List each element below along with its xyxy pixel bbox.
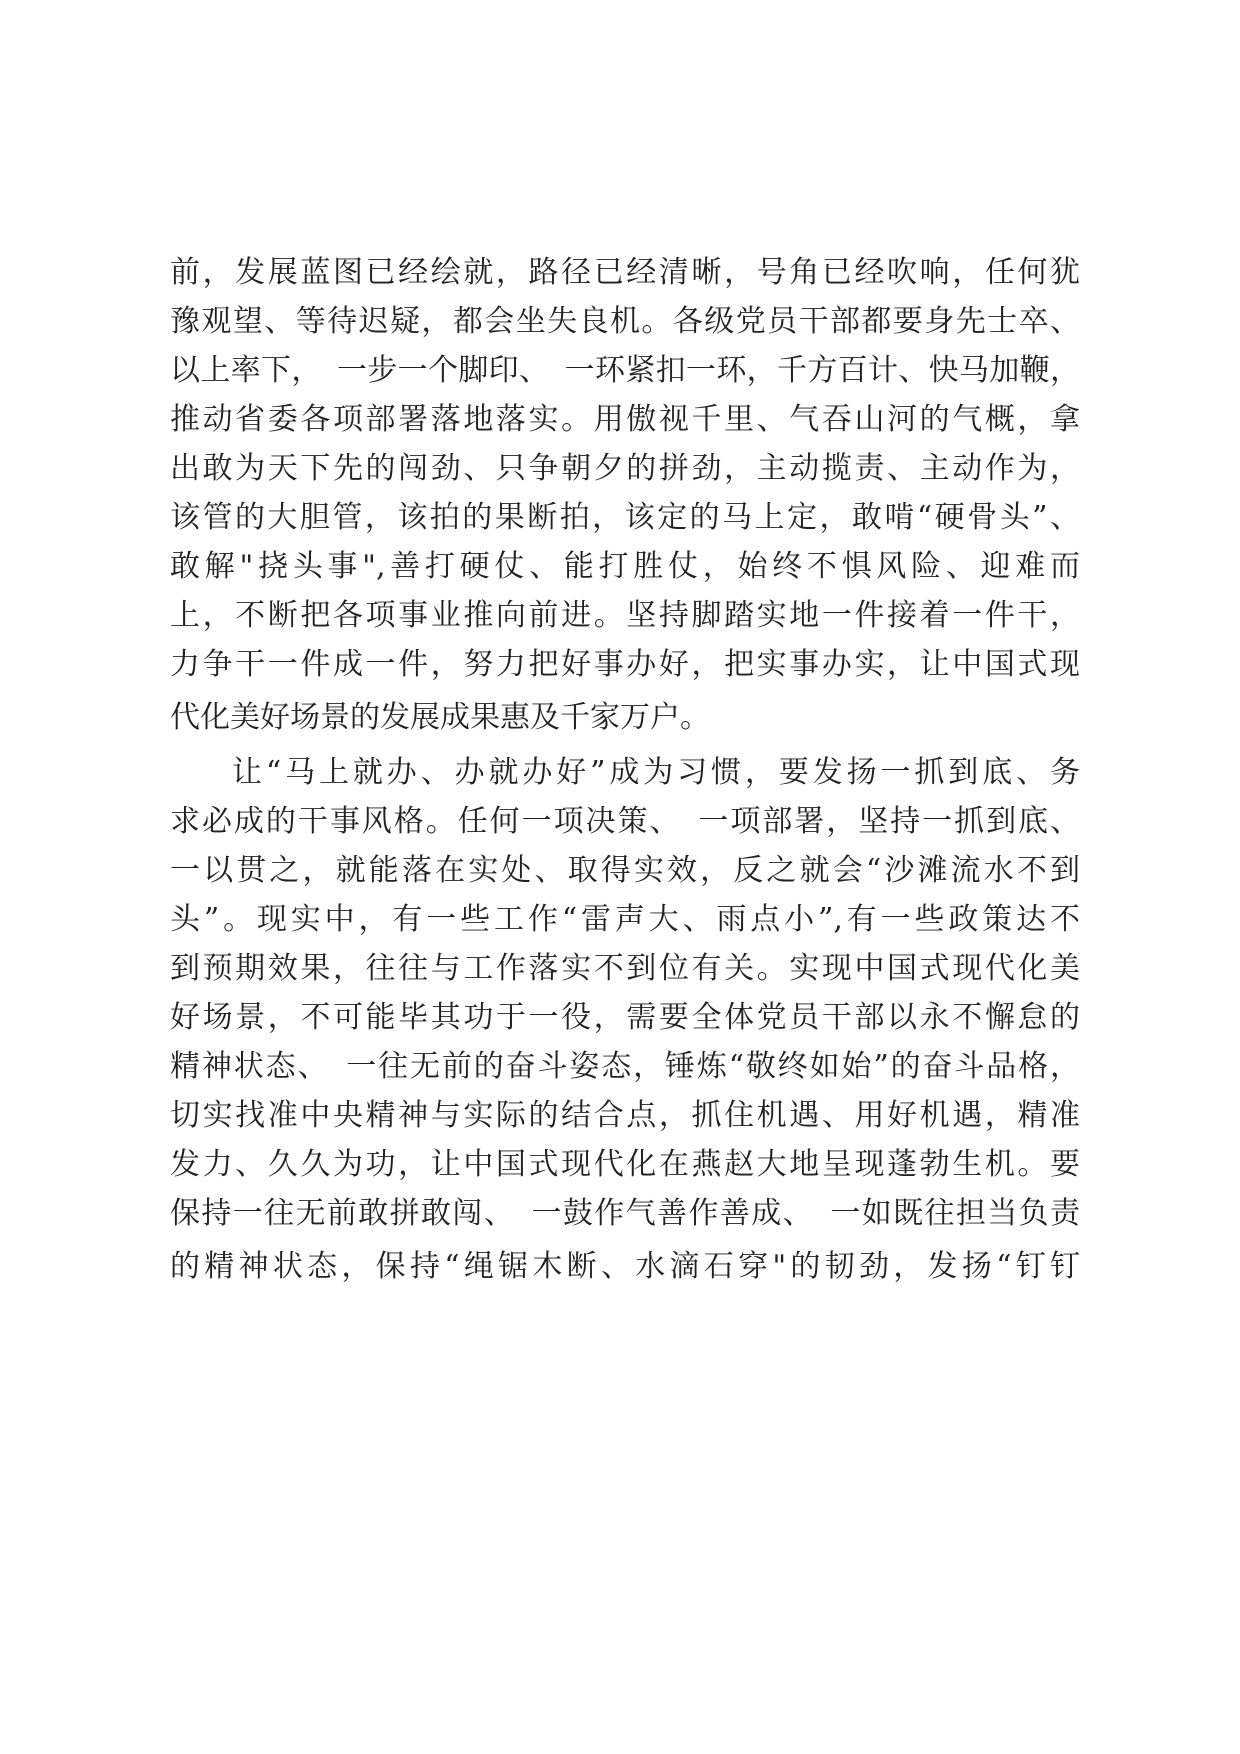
text-line: 前，发展蓝图已经绘就，路径已经清晰，号角已经吹响，任何犹: [170, 255, 1080, 290]
text-line: 该管的大胆管，该拍的果断拍，该定的马上定，敢啃“硬骨头”、: [170, 500, 1080, 535]
text-line: 代化美好场景的发展成果惠及千家万户。: [170, 700, 710, 735]
text-line: 的精神状态，保持“绳锯木断、水滴石穿"的韧劲，发扬“钉钉: [170, 1249, 1080, 1284]
text-line: 到预期效果，往往与工作落实不到位有关。实现中国式现代化美: [170, 951, 1080, 986]
text-line: 推动省委各项部署落地落实。用傲视千里、气吞山河的气概，拿: [170, 402, 1080, 437]
text-line: 保持一往无前敢拼敢闯、 一鼓作气善作善成、 一如既往担当负责: [170, 1196, 1080, 1231]
text-line: 力争干一件成一件，努力把好事办好，把实事办实，让中国式现: [170, 647, 1080, 682]
text-line: 求必成的干事风格。任何一项决策、 一项部署，坚持一抓到底、: [170, 804, 1080, 839]
text-line: 豫观望、等待迟疑，都会坐失良机。各级党员干部都要身先士卒、: [170, 304, 1080, 339]
text-line: 精神状态、 一往无前的奋斗姿态，锤炼“敬终如始”的奋斗品格，: [170, 1049, 1080, 1084]
text-line: 发力、久久为功，让中国式现代化在燕赵大地呈现蓬勃生机。要: [170, 1147, 1080, 1182]
text-line: 让“马上就办、办就办好”成为习惯，要发扬一抓到底、务: [232, 755, 1080, 790]
text-line: 一以贯之，就能落在实处、取得实效，反之就会“沙滩流水不到: [170, 853, 1080, 888]
text-line: 切实找准中央精神与实际的结合点，抓住机遇、用好机遇，精准: [170, 1098, 1080, 1133]
text-line: 头”。现实中，有一些工作“雷声大、雨点小”,有一些政策达不: [170, 902, 1080, 937]
text-line: 好场景，不可能毕其功于一役，需要全体党员干部以永不懈怠的: [170, 1000, 1080, 1035]
paragraph-2: [170, 748, 1080, 1291]
body-text: [170, 248, 1080, 1291]
text-line: 敢解"挠头事",善打硬仗、能打胜仗，始终不惧风险、迎难而: [170, 549, 1080, 584]
text-line: 出敢为天下先的闯劲、只争朝夕的拼劲，主动揽责、主动作为，: [170, 451, 1080, 486]
text-line: 上，不断把各项事业推向前进。坚持脚踏实地一件接着一件干，: [170, 598, 1080, 633]
paragraph-1: [170, 248, 1080, 742]
text-line: 以上率下， 一步一个脚印、 一环紧扣一环，千方百计、快马加鞭，: [170, 353, 1080, 388]
